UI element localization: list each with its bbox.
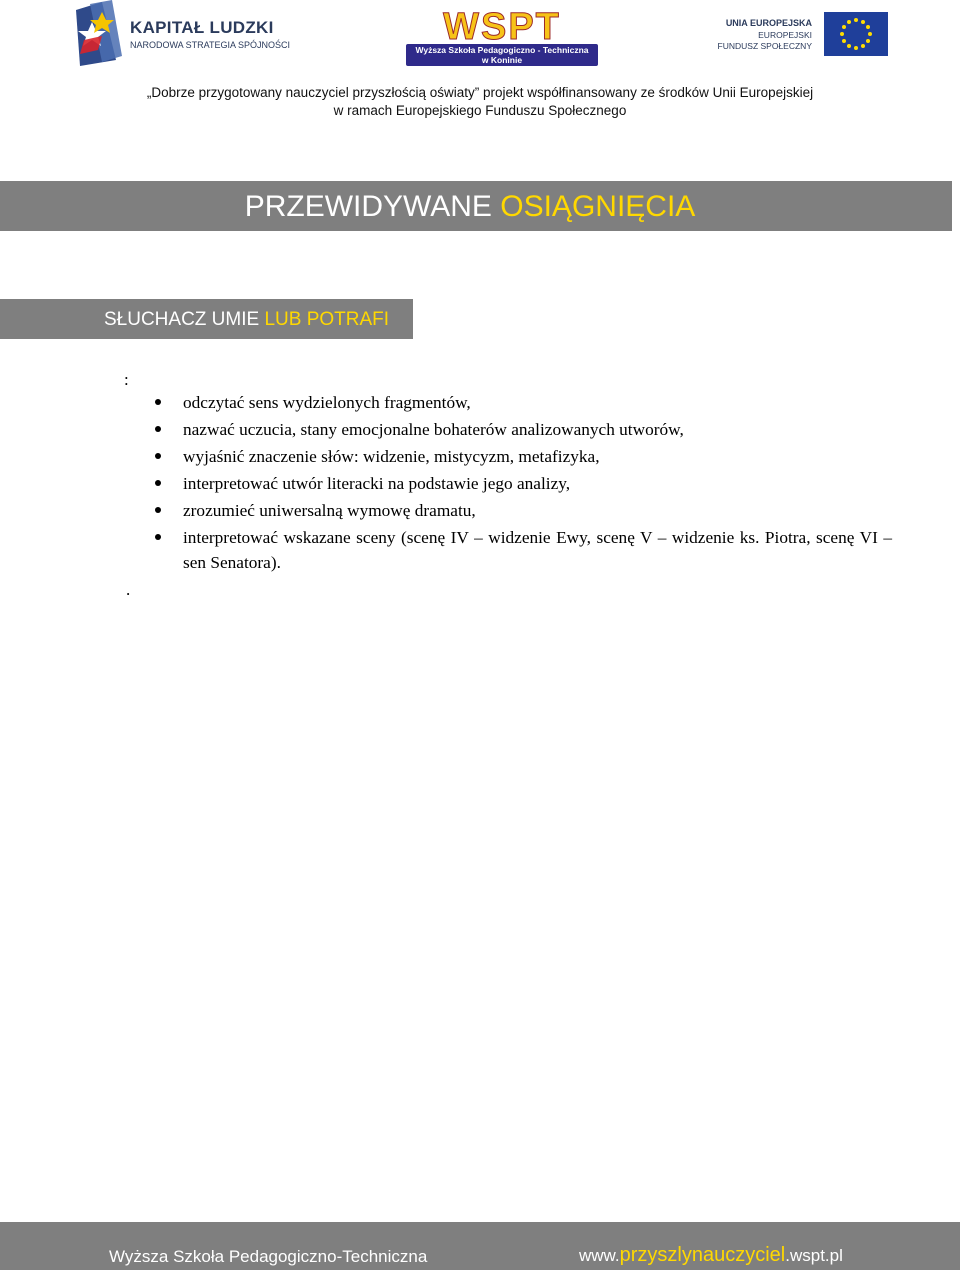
eu-logo [717,12,888,58]
list-item-text: nazwać uczucia, stany emocjonalne bohaterów analizowanych utworów, [183,420,684,439]
subsection-label-accent: LUB POTRAFI [264,309,390,330]
wspt-logo [386,8,618,66]
list-item [155,417,900,442]
section-title-main: PRZEWIDYWANE [244,190,501,223]
bullet-icon [155,534,161,540]
list-item [155,471,900,496]
footer-url-suffix: .wspt.pl [785,1246,843,1265]
wspt-name: WSPT [443,6,561,48]
bullet-icon [155,426,161,432]
footer-url-highlight: przyszlynauczyciel [619,1244,786,1266]
bullet-icon [155,507,161,513]
footer-website-link[interactable] [579,1244,843,1267]
list-item-text: interpretować wskazane sceny (scenę IV – widzenie Ewy, scenę V – widzenie ks. Piotra, scenę VI – sen Senatora). [183,528,892,572]
list-item [155,390,900,415]
list-item-text: zrozumieć uniwersalną wymowę dramatu, [183,501,476,520]
list-item [155,498,900,523]
eu-flag-icon [824,12,888,56]
footer-url-prefix: www. [579,1246,620,1265]
kapital-ludzki-logo [72,0,291,70]
list-trail-dot: . [126,580,131,599]
list-item-text: interpretować utwór literacki na podstawie jego analizy, [183,474,571,493]
list-lead-colon: : [124,370,129,389]
kapital-ludzki-subtitle: NARODOWA STRATEGIA SPÓJNOŚCI [130,40,291,50]
wspt-city: w Koninie [481,55,523,65]
project-description-line-1: „Dobrze przygotowany nauczyciel przyszłością oświaty” projekt współfinansowany ze środków Unii Europejskiej [146,85,814,100]
eu-fund-label-2: FUNDUSZ SPOŁECZNY [717,41,812,51]
footer-school-name: Wyższa Szkoła Pedagogiczno-Techniczna [109,1247,428,1266]
subsection-label-main: SŁUCHACZ UMIE [104,309,265,330]
bullet-icon [155,480,161,486]
kapital-ludzki-mark-icon [72,0,126,68]
list-item-text: odczytać sens wydzielonych fragmentów, [183,393,471,412]
wspt-school-name: Wyższa Szkoła Pedagogiczno - Techniczna [415,45,589,55]
list-item [155,444,900,469]
bullet-icon [155,453,161,459]
bullet-icon [155,399,161,405]
eu-union-label: UNIA EUROPEJSKA [725,18,812,28]
subsection-label [104,309,389,331]
section-title-accent: OSIĄGNIĘCIA [500,190,696,223]
project-description-line-2: w ramach Europejskiego Funduszu Społecznego [333,103,627,118]
eu-fund-label-1: EUROPEJSKI [758,30,812,40]
list-item-text: wyjaśnić znaczenie słów: widzenie, mistycyzm, metafizyka, [183,447,600,466]
section-title [0,190,940,224]
list-item [155,525,900,575]
kapital-ludzki-title: KAPITAŁ LUDZKI [130,18,274,37]
